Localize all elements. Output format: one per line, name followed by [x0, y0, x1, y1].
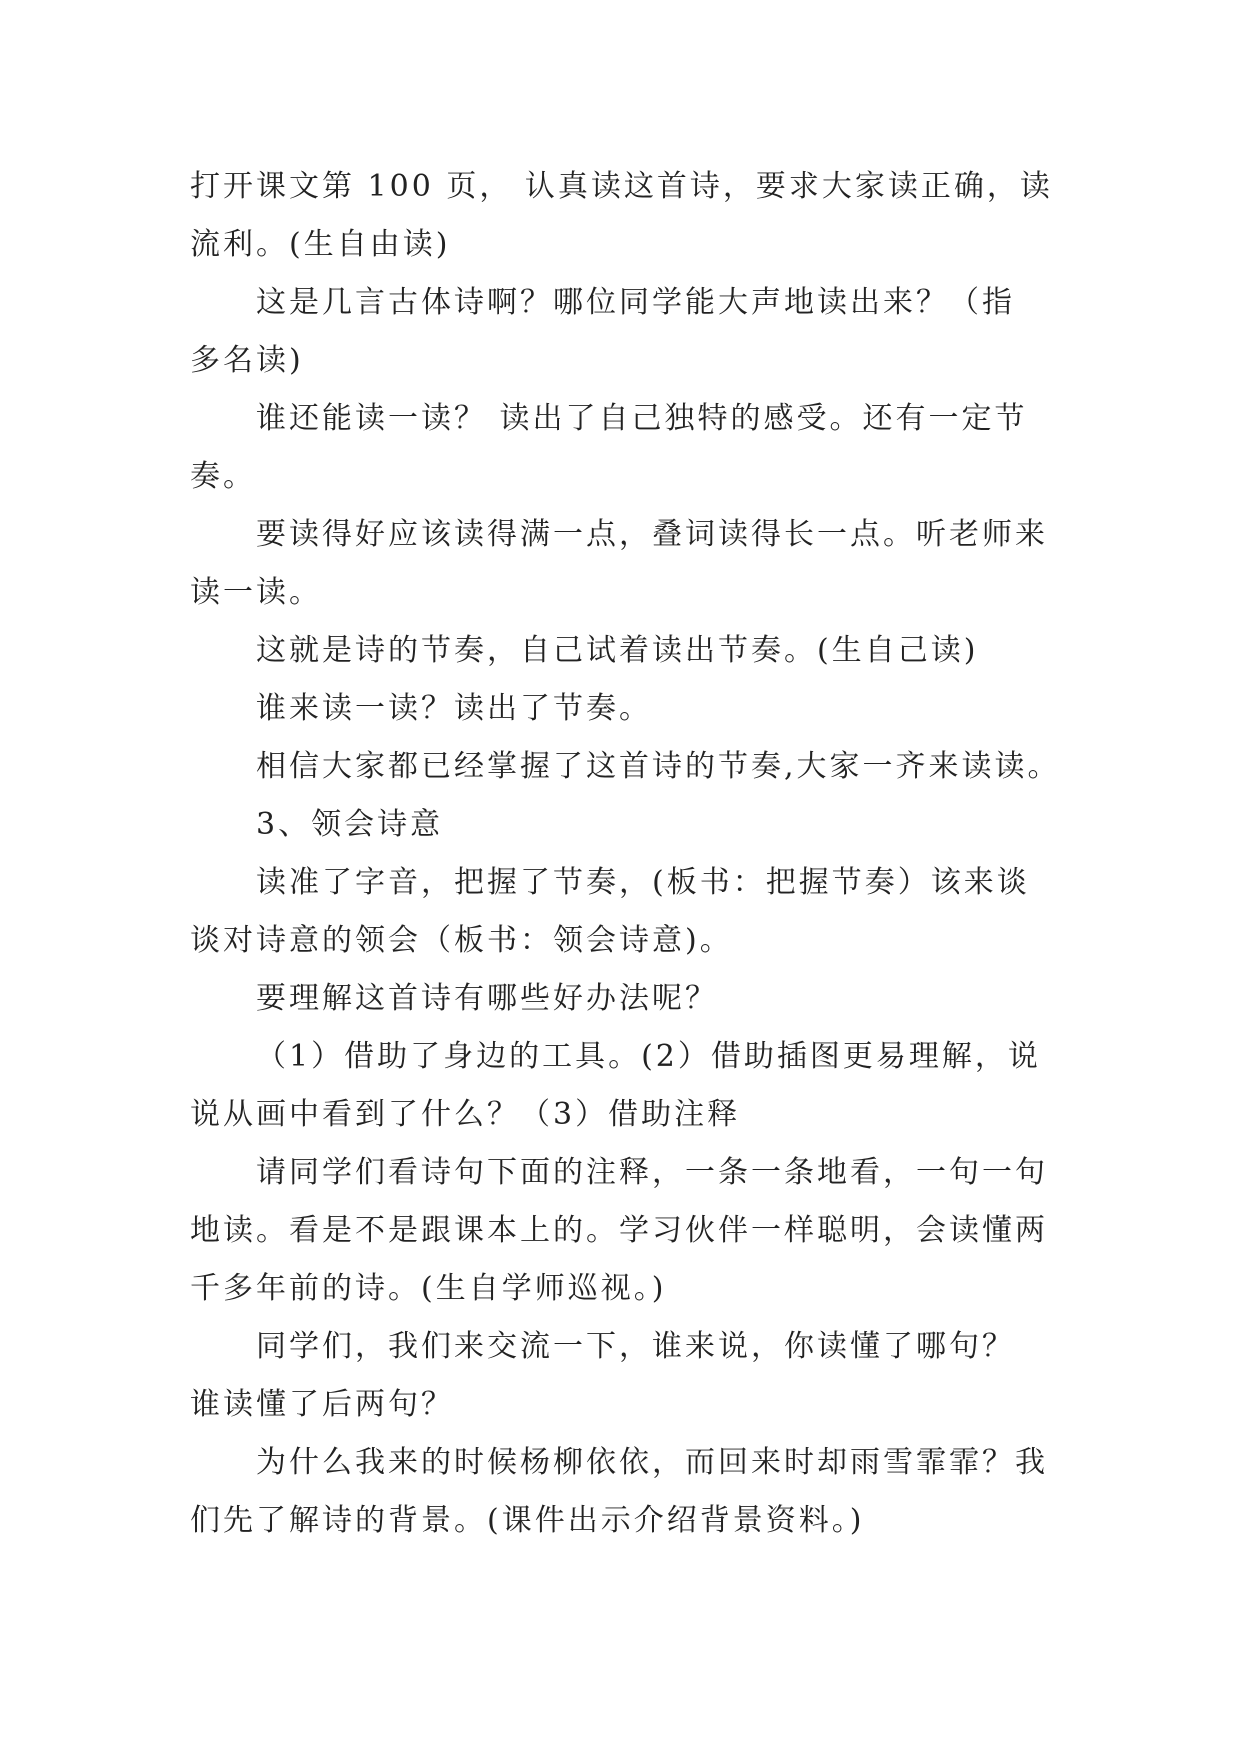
paragraph-line: 多名读): [190, 343, 304, 378]
paragraph: [190, 970, 1045, 1028]
document-body: [190, 158, 1061, 1550]
paragraph-line: 读一读。: [190, 575, 322, 610]
paragraph-line: 谁来读一读？读出了节奏。: [256, 691, 652, 726]
paragraph: [190, 506, 1048, 622]
paragraph-line: 读准了字音，把握了节奏，(板书：把握节奏）该来谈: [256, 865, 1030, 900]
paragraph: [190, 854, 1045, 970]
paragraph: [190, 1144, 1048, 1318]
paragraph: [190, 1028, 1045, 1144]
paragraph-line: 奏。: [190, 459, 256, 494]
paragraph: [190, 390, 1045, 506]
paragraph-line: 这就是诗的节奏，自己试着读出节奏。(生自己读): [256, 633, 979, 668]
paragraph-line: 要读得好应该读得满一点，叠词读得长一点。听老师来: [256, 517, 1048, 552]
paragraph-line: 3、领会诗意: [256, 807, 444, 842]
paragraph-line: 谁还能读一读？ 读出了自己独特的感受。还有一定节: [256, 401, 1028, 436]
paragraph-line: 千多年前的诗。(生自学师巡视。): [190, 1271, 667, 1306]
paragraph-line: （1）借助了身边的工具。(2）借助插图更易理解，说: [256, 1039, 1041, 1074]
paragraph-line: 谈对诗意的领会（板书：领会诗意)。: [190, 923, 733, 958]
paragraph-line: 要理解这首诗有哪些好办法呢？: [256, 981, 718, 1016]
paragraph-line: 打开课文第 100 页， 认真读这首诗，要求大家读正确，读: [190, 169, 1053, 204]
paragraph-line: 流利。(生自由读): [190, 227, 451, 262]
paragraph-line: 地读。看是不是跟课本上的。学习伙伴一样聪明，会读懂两: [190, 1213, 1048, 1248]
paragraph: [190, 1318, 1045, 1434]
paragraph-line: 们先了解诗的背景。(课件出示介绍背景资料。): [190, 1503, 865, 1538]
paragraph: [190, 796, 1045, 854]
paragraph-line: 谁读懂了后两句？: [190, 1387, 454, 1422]
paragraph-line: 同学们，我们来交流一下，谁来说，你读懂了哪句？: [256, 1329, 1015, 1364]
paragraph: [190, 738, 1061, 796]
paragraph-line: 为什么我来的时候杨柳依依，而回来时却雨雪霏霏？我: [256, 1445, 1048, 1480]
paragraph-line: 相信大家都已经掌握了这首诗的节奏,大家一齐来读读。: [256, 749, 1061, 784]
paragraph-line: 请同学们看诗句下面的注释，一条一条地看，一句一句: [256, 1155, 1048, 1190]
paragraph-line: 说从画中看到了什么？（3）借助注释: [190, 1097, 741, 1132]
paragraph: [190, 1434, 1048, 1550]
paragraph: [190, 274, 1045, 390]
paragraph: [190, 158, 1053, 274]
paragraph: [190, 622, 1045, 680]
paragraph-line: 这是几言古体诗啊？哪位同学能大声地读出来？（指: [256, 285, 1015, 320]
paragraph: [190, 680, 1045, 738]
